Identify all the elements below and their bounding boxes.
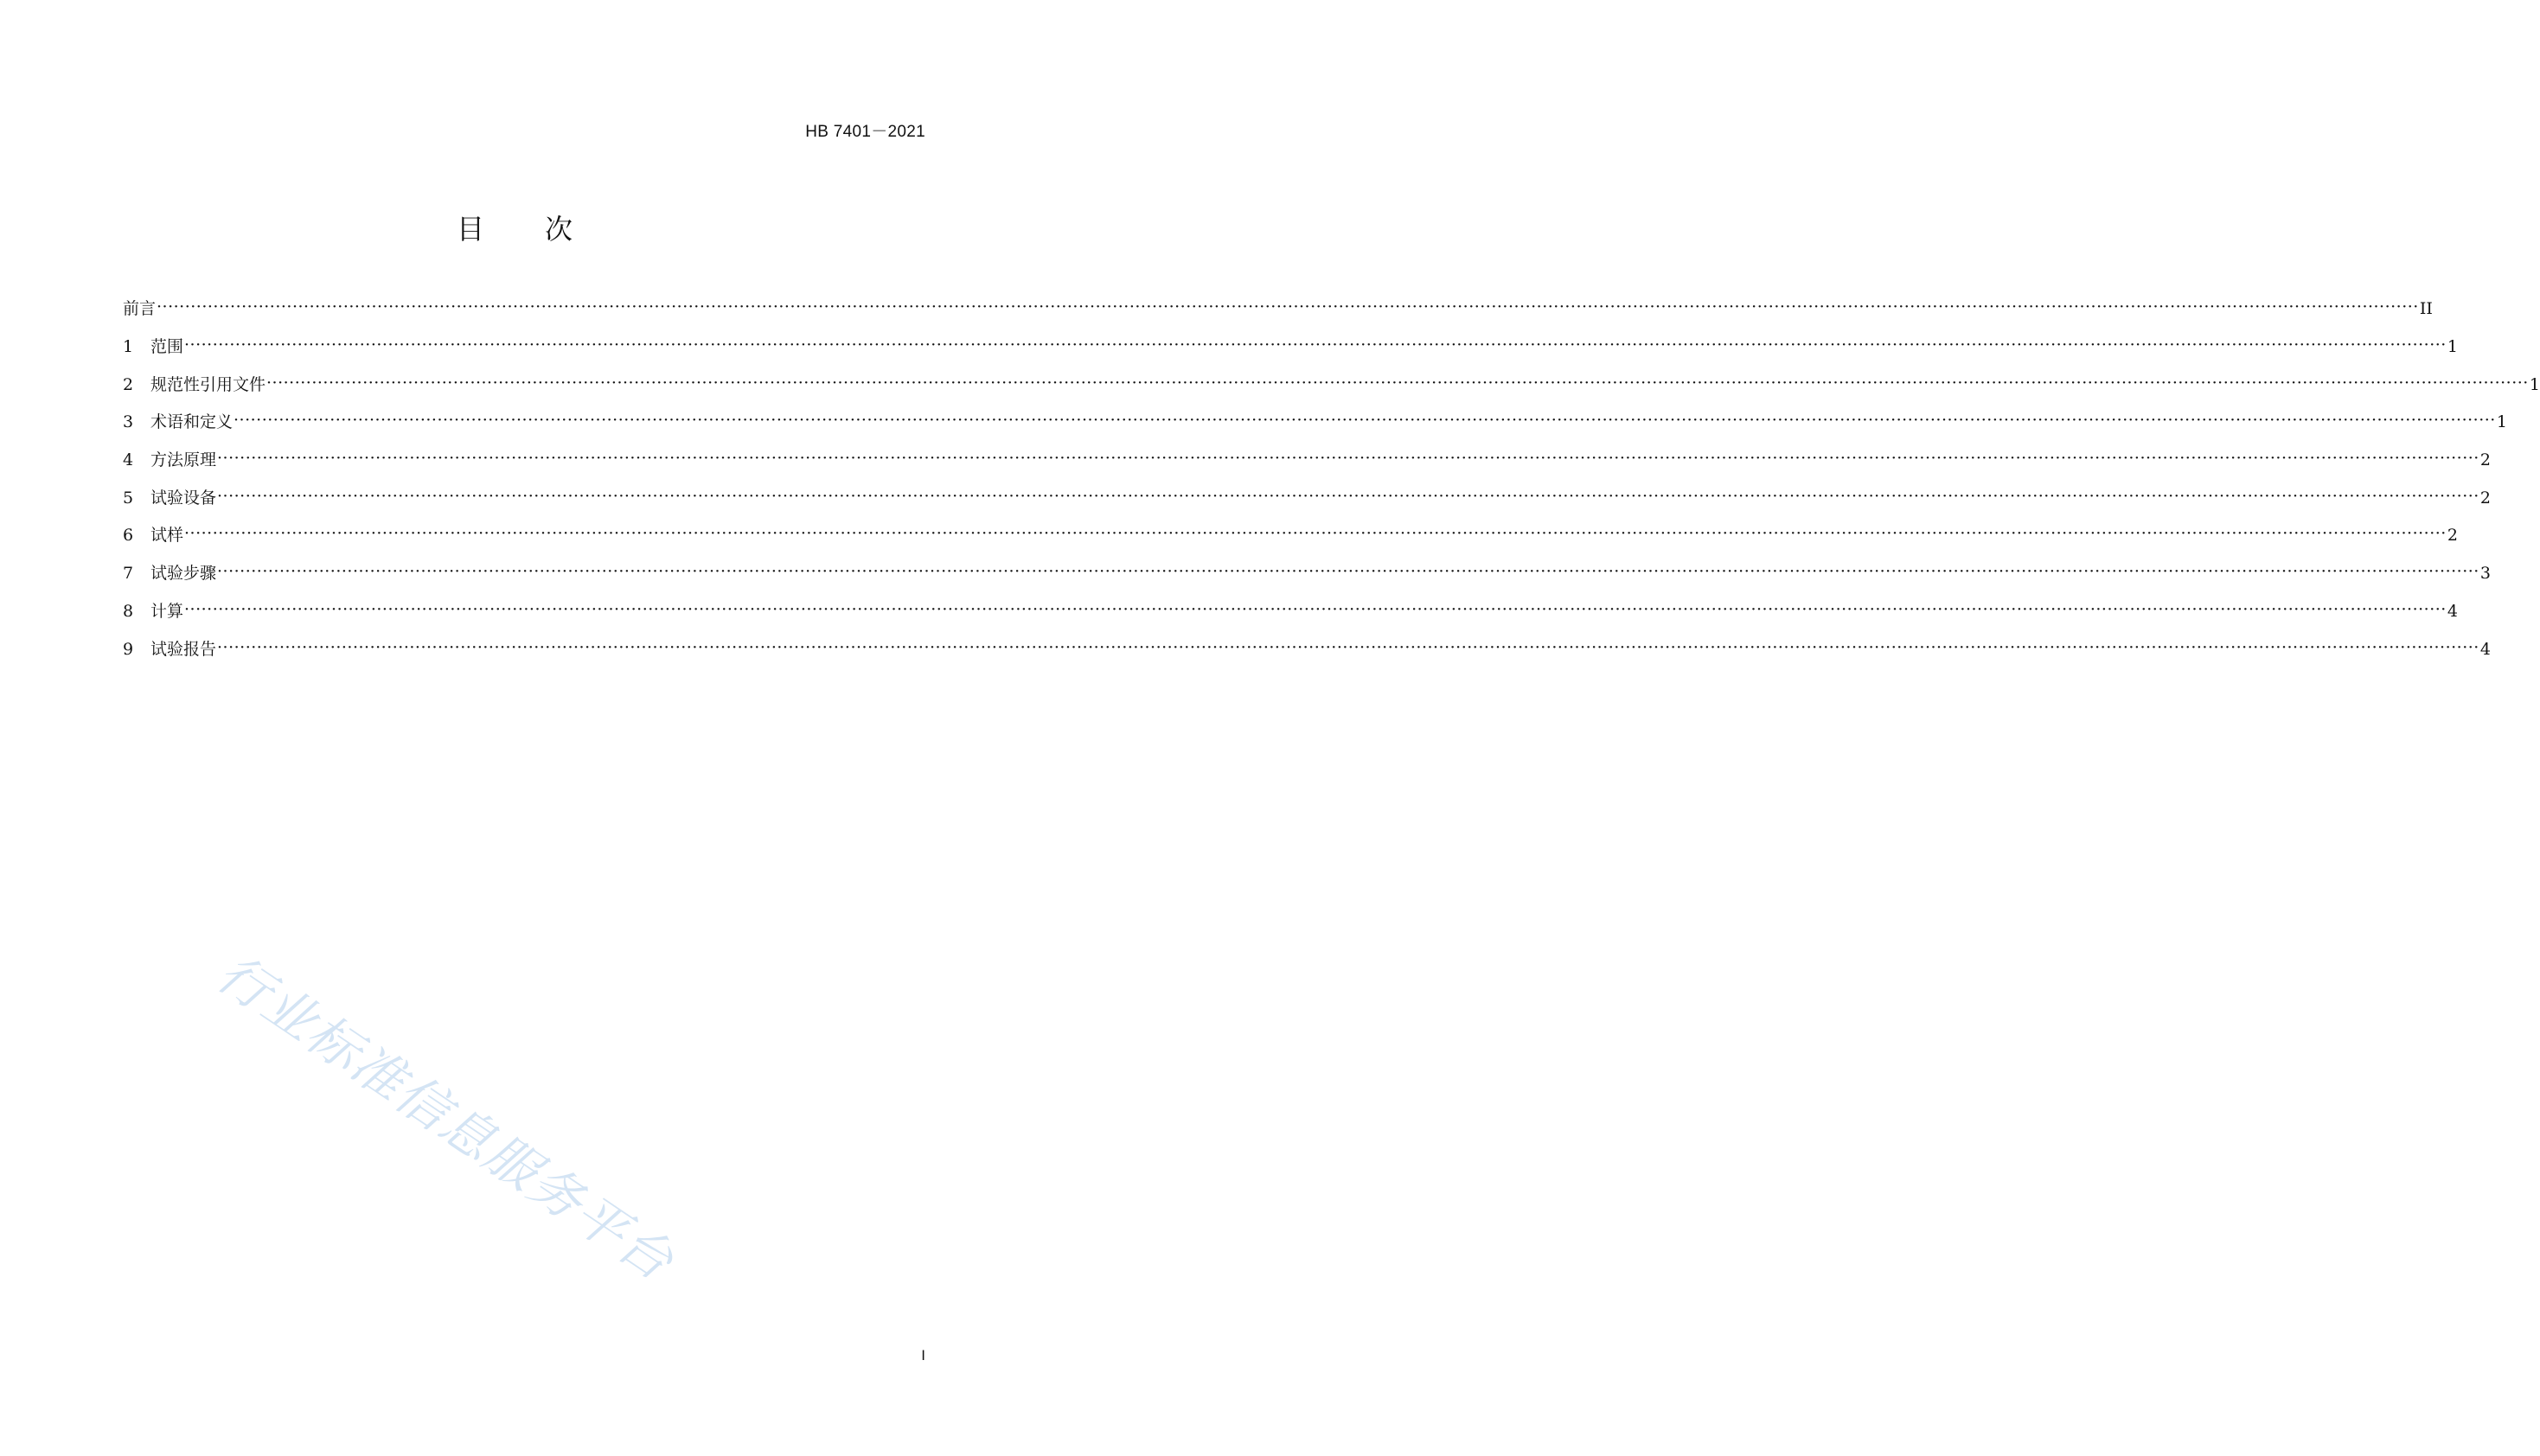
toc-entry-page: 4 (2447, 601, 2458, 621)
toc-entry-scope[interactable] (123, 329, 2458, 367)
toc-entry-number: 4 (123, 450, 134, 470)
toc-entry-apparatus[interactable] (123, 479, 2491, 517)
toc-entry-number: 9 (123, 639, 134, 659)
toc-entry-number: 3 (123, 412, 134, 432)
toc-entry-number: 5 (123, 488, 134, 508)
toc-leader-dots: ················································································································································································································································································································································································································ (217, 562, 2479, 582)
toc-entry-specimen[interactable] (123, 517, 2458, 555)
toc-leader-dots: ················································································································································································································································································································································································································ (266, 373, 2529, 393)
toc-entry-label: 规范性引用文件 (150, 374, 266, 394)
toc-entry-principle[interactable] (123, 442, 2491, 480)
watermark: 行业标准信息服务平台 (206, 942, 685, 1293)
toc-entry-page: 1 (2529, 374, 2540, 394)
toc-entry-terms-definitions[interactable] (123, 404, 2507, 442)
toc-leader-dots: ················································································································································································································································································································································································································ (234, 411, 2496, 431)
toc-entry-label: 试样 (150, 526, 184, 546)
toc-leader-dots: ················································································································································································································································································································································································································ (217, 449, 2479, 469)
toc-entry-test-report[interactable] (123, 630, 2491, 668)
toc-entry-number: 2 (123, 374, 134, 394)
title-char-2: 次 (545, 213, 573, 246)
toc-entry-number: 7 (123, 564, 134, 584)
toc-leader-dots: ················································································································································································································································································································································································································ (184, 599, 2447, 619)
toc-entry-number: 6 (123, 526, 134, 546)
table-of-contents (123, 291, 2540, 668)
title-char-1: 目 (456, 213, 484, 246)
toc-entry-page: II (2419, 299, 2433, 319)
toc-entry-label: 试验报告 (150, 639, 217, 659)
toc-entry-page: 3 (2479, 564, 2491, 584)
toc-entry-label: 试验设备 (150, 488, 217, 508)
toc-entry-page: 1 (2496, 412, 2507, 432)
toc-leader-dots: ················································································································································································································································································································································································································ (184, 524, 2447, 544)
toc-entry-page: 2 (2479, 488, 2491, 508)
toc-entry-page: 4 (2479, 639, 2491, 659)
toc-entry-label: 范围 (150, 337, 184, 357)
toc-entry-label: 术语和定义 (150, 412, 234, 432)
toc-entry-page: 1 (2447, 337, 2458, 357)
toc-leader-dots: ················································································································································································································································································································································································································ (157, 297, 2419, 317)
toc-entry-label: 计算 (150, 601, 184, 621)
toc-entry-label: 前言 (123, 299, 157, 319)
document-code: HB 7401－2021 (805, 123, 925, 141)
toc-entry-normative-references[interactable] (123, 366, 2540, 404)
toc-leader-dots: ················································································································································································································································································································································································································ (217, 486, 2479, 506)
toc-entry-foreword[interactable] (123, 291, 2433, 329)
toc-entry-label: 试验步骤 (150, 564, 217, 584)
toc-leader-dots: ················································································································································································································································································································································································································ (217, 637, 2479, 657)
toc-entry-number: 8 (123, 601, 134, 621)
toc-entry-calculation[interactable] (123, 593, 2458, 631)
toc-leader-dots: ················································································································································································································································································································································································································ (184, 335, 2447, 355)
toc-entry-page: 2 (2479, 450, 2491, 470)
toc-entry-label: 方法原理 (150, 450, 217, 470)
toc-entry-procedure[interactable] (123, 555, 2491, 593)
page-title (0, 208, 1029, 247)
toc-entry-number: 1 (123, 337, 134, 357)
page-number: I (921, 1347, 925, 1363)
toc-entry-page: 2 (2447, 526, 2458, 546)
